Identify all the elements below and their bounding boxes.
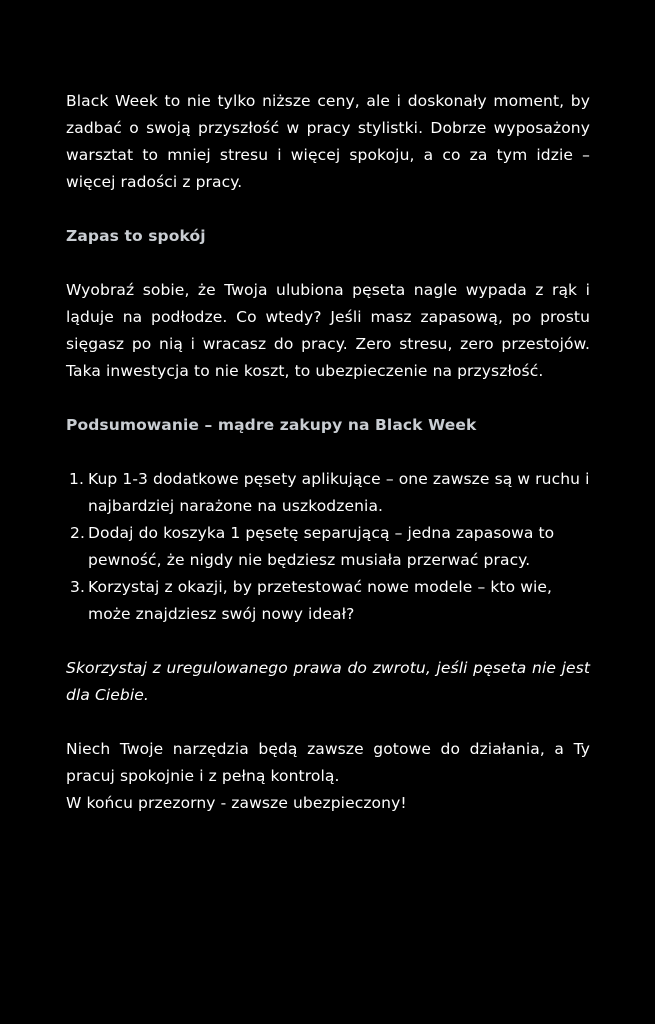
list-item-text: Dodaj do koszyka 1 pęsetę separującą – jedna zapasowa to pewność, że nigdy nie będziesz musiała przerwać pracy. — [88, 524, 555, 569]
spacer — [66, 196, 590, 223]
spacer — [66, 709, 590, 736]
summary-list — [66, 466, 590, 628]
closing-paragraph: Niech Twoje narzędzia będą zawsze gotowe do działania, a Ty pracuj spokojnie i z pełną kontrolą. — [66, 740, 590, 785]
return-policy-note: Skorzystaj z uregulowanego prawa do zwrotu, jeśli pęseta nie jest dla Ciebie. — [66, 659, 590, 704]
spacer — [66, 250, 590, 277]
list-item — [66, 574, 590, 628]
section-heading-podsumowanie: Podsumowanie – mądre zakupy na Black Week — [66, 416, 477, 434]
list-item-text: Korzystaj z okazji, by przetestować nowe modele – kto wie, może znajdziesz swój nowy ideał? — [88, 578, 553, 623]
list-item-number: 1. — [69, 470, 84, 488]
spacer — [66, 385, 590, 412]
list-item — [66, 520, 590, 574]
closing-slogan: W końcu przezorny - zawsze ubezpieczony! — [66, 794, 407, 812]
list-item — [66, 466, 590, 520]
article-body — [66, 88, 590, 817]
list-item-text: Kup 1-3 dodatkowe pęsety aplikujące – one zawsze są w ruchu i najbardziej narażone na uszkodzenia. — [88, 470, 590, 515]
spacer — [66, 439, 590, 466]
list-item-number: 2. — [70, 524, 85, 542]
section-paragraph-zapas: Wyobraź sobie, że Twoja ulubiona pęseta nagle wypada z rąk i ląduje na podłodze. Co wtedy? Jeśli masz zapasową, po prostu sięgasz po nią i wracasz do pracy. Zero stresu, zero przestojów. Taka inwestycja to nie koszt, to ubezpieczenie na przyszłość. — [66, 281, 590, 380]
list-item-number: 3. — [70, 578, 85, 596]
section-heading-zapas: Zapas to spokój — [66, 227, 206, 245]
spacer — [66, 628, 590, 655]
intro-paragraph: Black Week to nie tylko niższe ceny, ale i doskonały moment, by zadbać o swoją przyszłość w pracy stylistki. Dobrze wyposażony warsztat to mniej stresu i więcej spokoju, a co za tym idzie – więcej radości z pracy. — [66, 92, 590, 191]
